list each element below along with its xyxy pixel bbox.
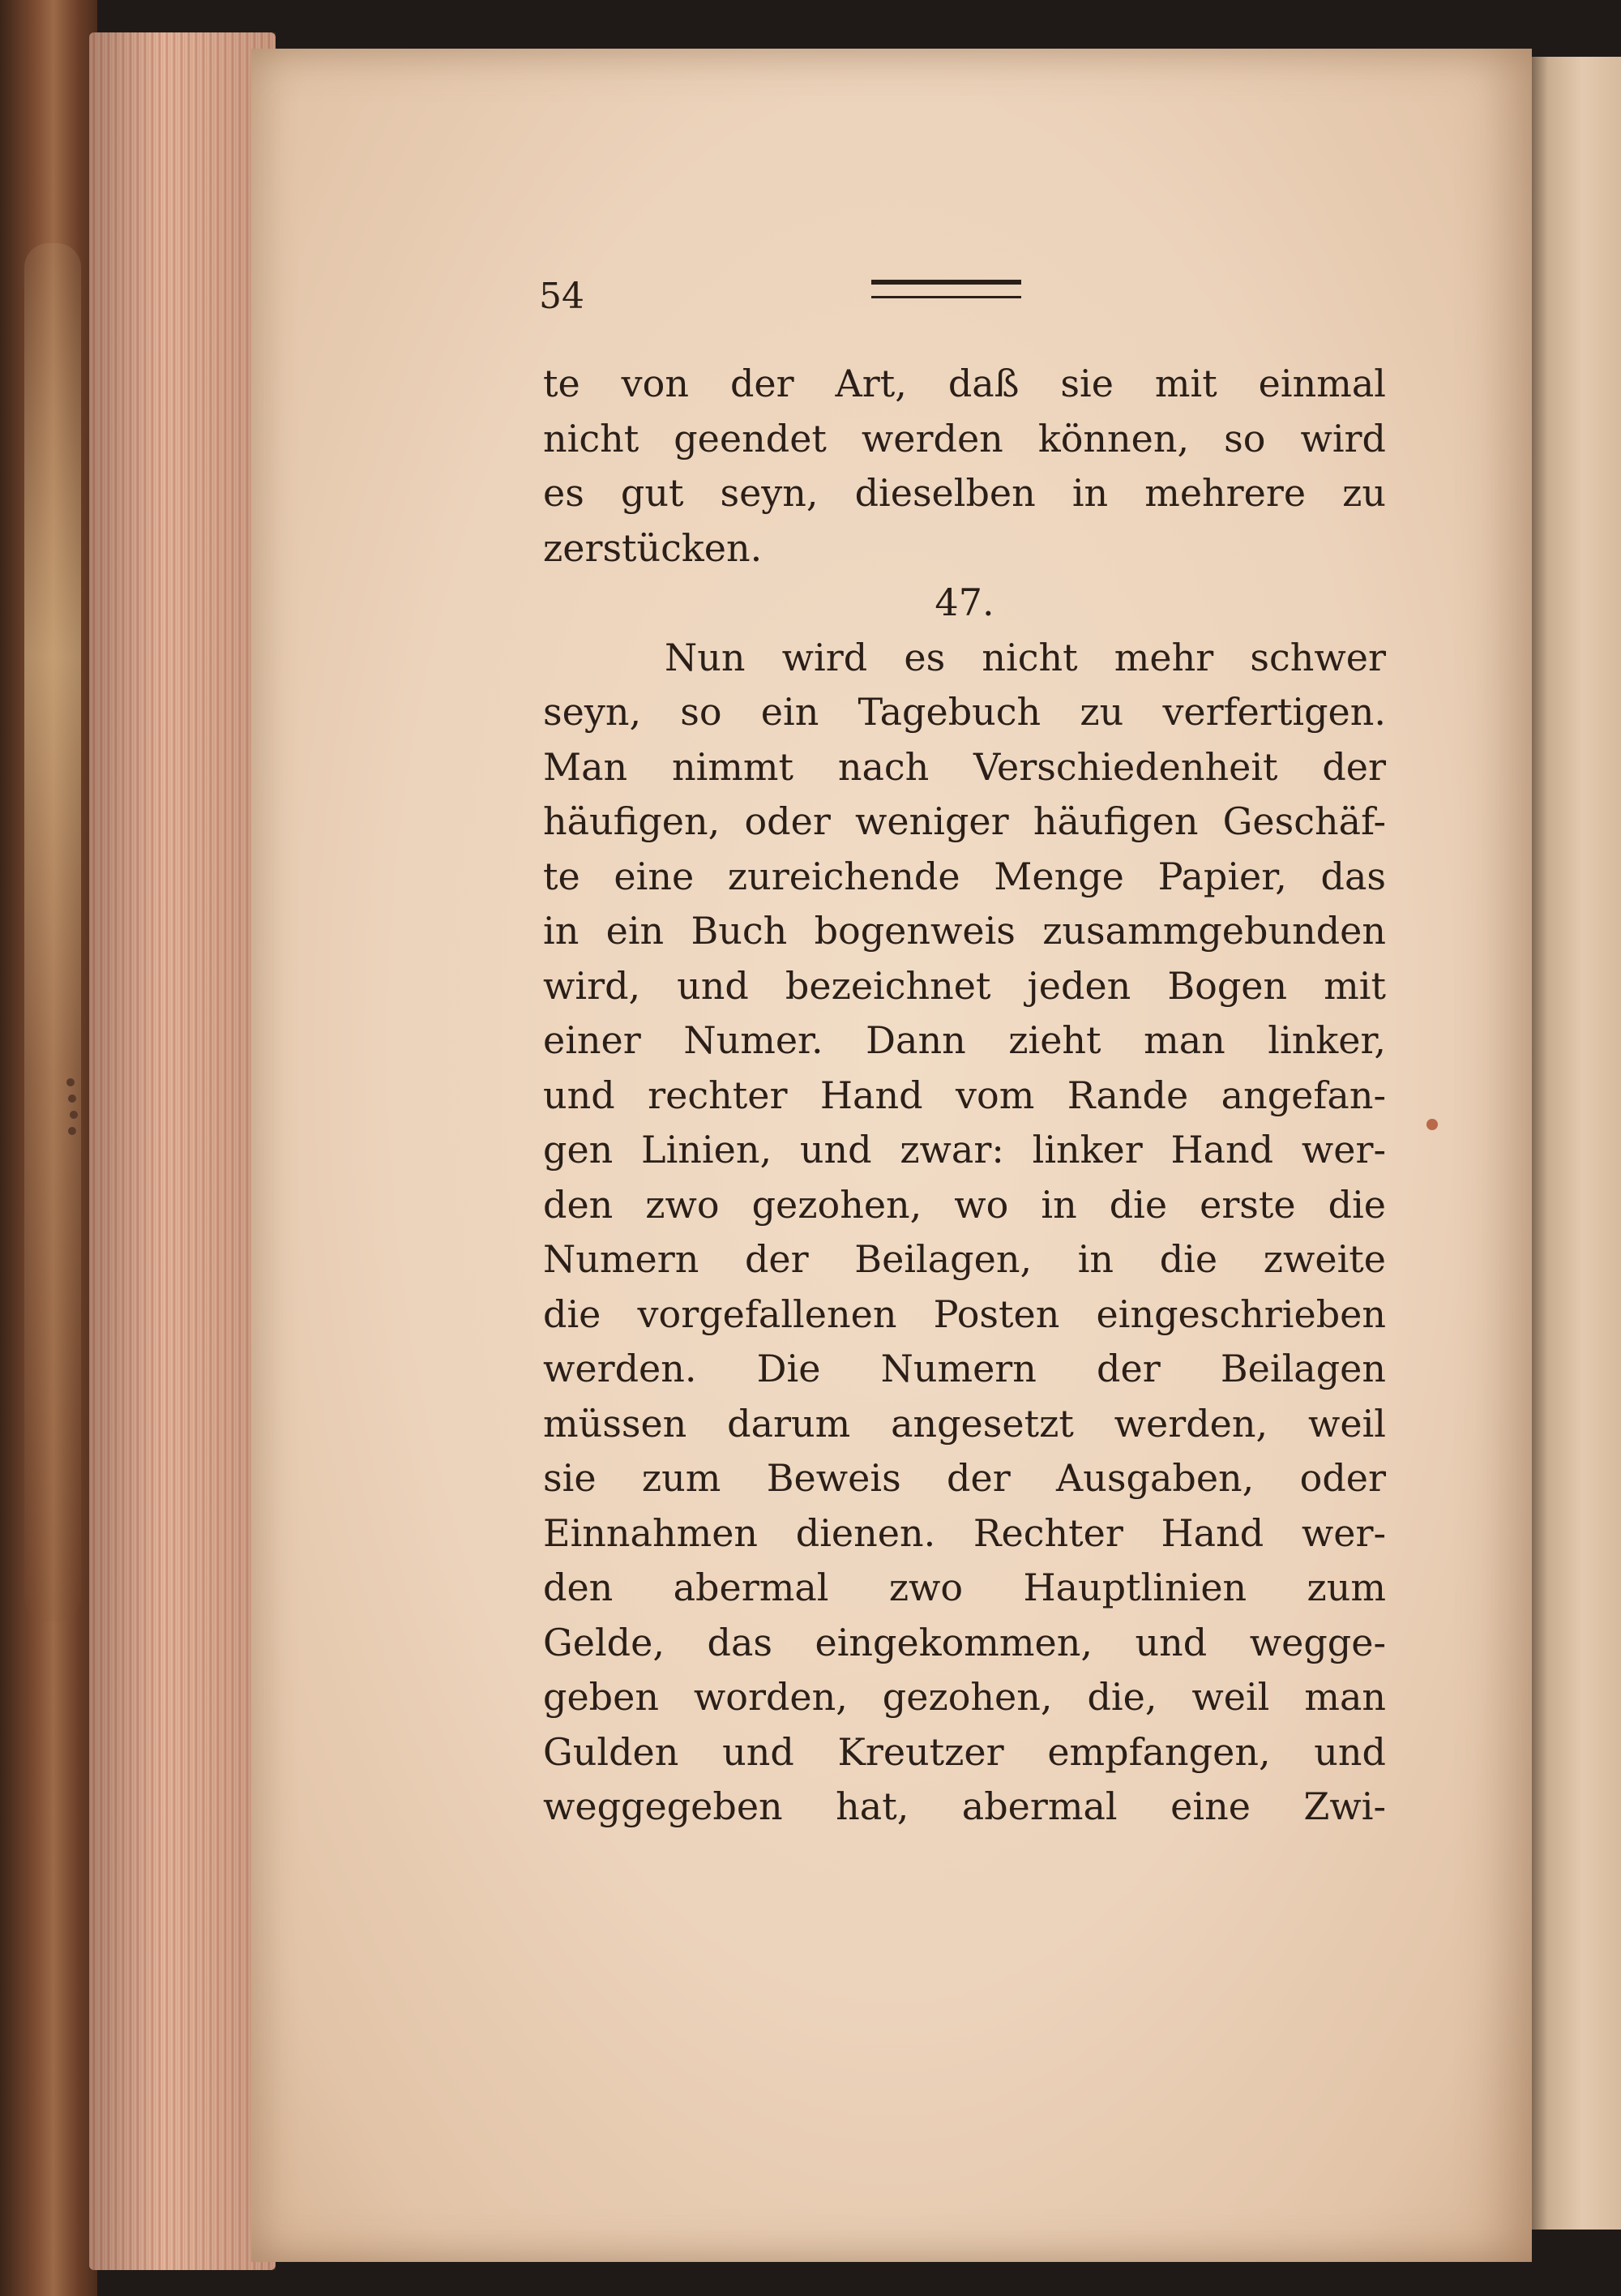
- paragraph-line: in ein Buch bogenweis zusammgebunden: [543, 909, 1386, 953]
- paragraph-line: müssen darum angesetzt werden, weil: [543, 1401, 1386, 1446]
- paragraph-line: Man nimmt nach Verschiedenheit der: [543, 744, 1386, 789]
- paragraph-line: häufigen, oder weniger häufigen Geschäf-: [543, 799, 1386, 843]
- text-line: es gut seyn, dieselben in mehrere zu: [543, 471, 1386, 515]
- book-cover-left: [0, 0, 97, 2296]
- paragraph-line: einer Numer. Dann zieht man linker,: [543, 1018, 1386, 1062]
- paragraph-line: die vorgefallenen Posten eingeschrieben: [543, 1292, 1386, 1336]
- paragraph-line: weggegeben hat, abermal eine Zwi-: [543, 1784, 1386, 1828]
- page-text: [543, 357, 1386, 1835]
- paragraph-line: Nun wird es nicht mehr schwer: [665, 635, 1386, 679]
- paragraph-line: und rechter Hand vom Rande angefan-: [543, 1073, 1386, 1117]
- paragraph-line: werden. Die Numern der Beilagen: [543, 1347, 1386, 1390]
- section-number: 47.: [935, 580, 994, 624]
- paragraph-line: Numern der Beilagen, in die zweite: [543, 1237, 1386, 1281]
- paragraph-line: geben worden, gezohen, die, weil man: [543, 1675, 1386, 1719]
- paragraph-line: Gelde, das eingekommen, und wegge-: [543, 1620, 1386, 1664]
- paragraph-line: wird, und bezeichnet jeden Bogen mit: [543, 963, 1386, 1008]
- paragraph-line: gen Linien, und zwar: linker Hand wer-: [543, 1128, 1386, 1172]
- header-rule: [871, 280, 1021, 298]
- cover-wear: [24, 243, 81, 1621]
- paragraph-line: Gulden und Kreutzer empfangen, und: [543, 1729, 1386, 1774]
- paragraph-line: seyn, so ein Tagebuch zu verfertigen.: [543, 690, 1386, 734]
- paragraph-line: Einnahmen dienen. Rechter Hand wer-: [543, 1510, 1386, 1555]
- facing-page-edge: [1524, 57, 1621, 2230]
- page-number: 54: [539, 276, 584, 317]
- text-line: nicht geendet werden können, so wird: [543, 416, 1386, 460]
- paragraph-line: sie zum Beweis der Ausgaben, oder: [543, 1456, 1386, 1500]
- page-edges: [89, 32, 276, 2270]
- text-line: te von der Art, daß sie mit einmal: [543, 362, 1386, 405]
- paragraph-line: te eine zureichende Menge Papier, das: [543, 854, 1386, 898]
- paragraph-line: den zwo gezohen, wo in die erste die: [543, 1182, 1386, 1227]
- text-line: zerstücken.: [543, 525, 763, 570]
- paragraph-line: den abermal zwo Hauptlinien zum: [543, 1566, 1386, 1609]
